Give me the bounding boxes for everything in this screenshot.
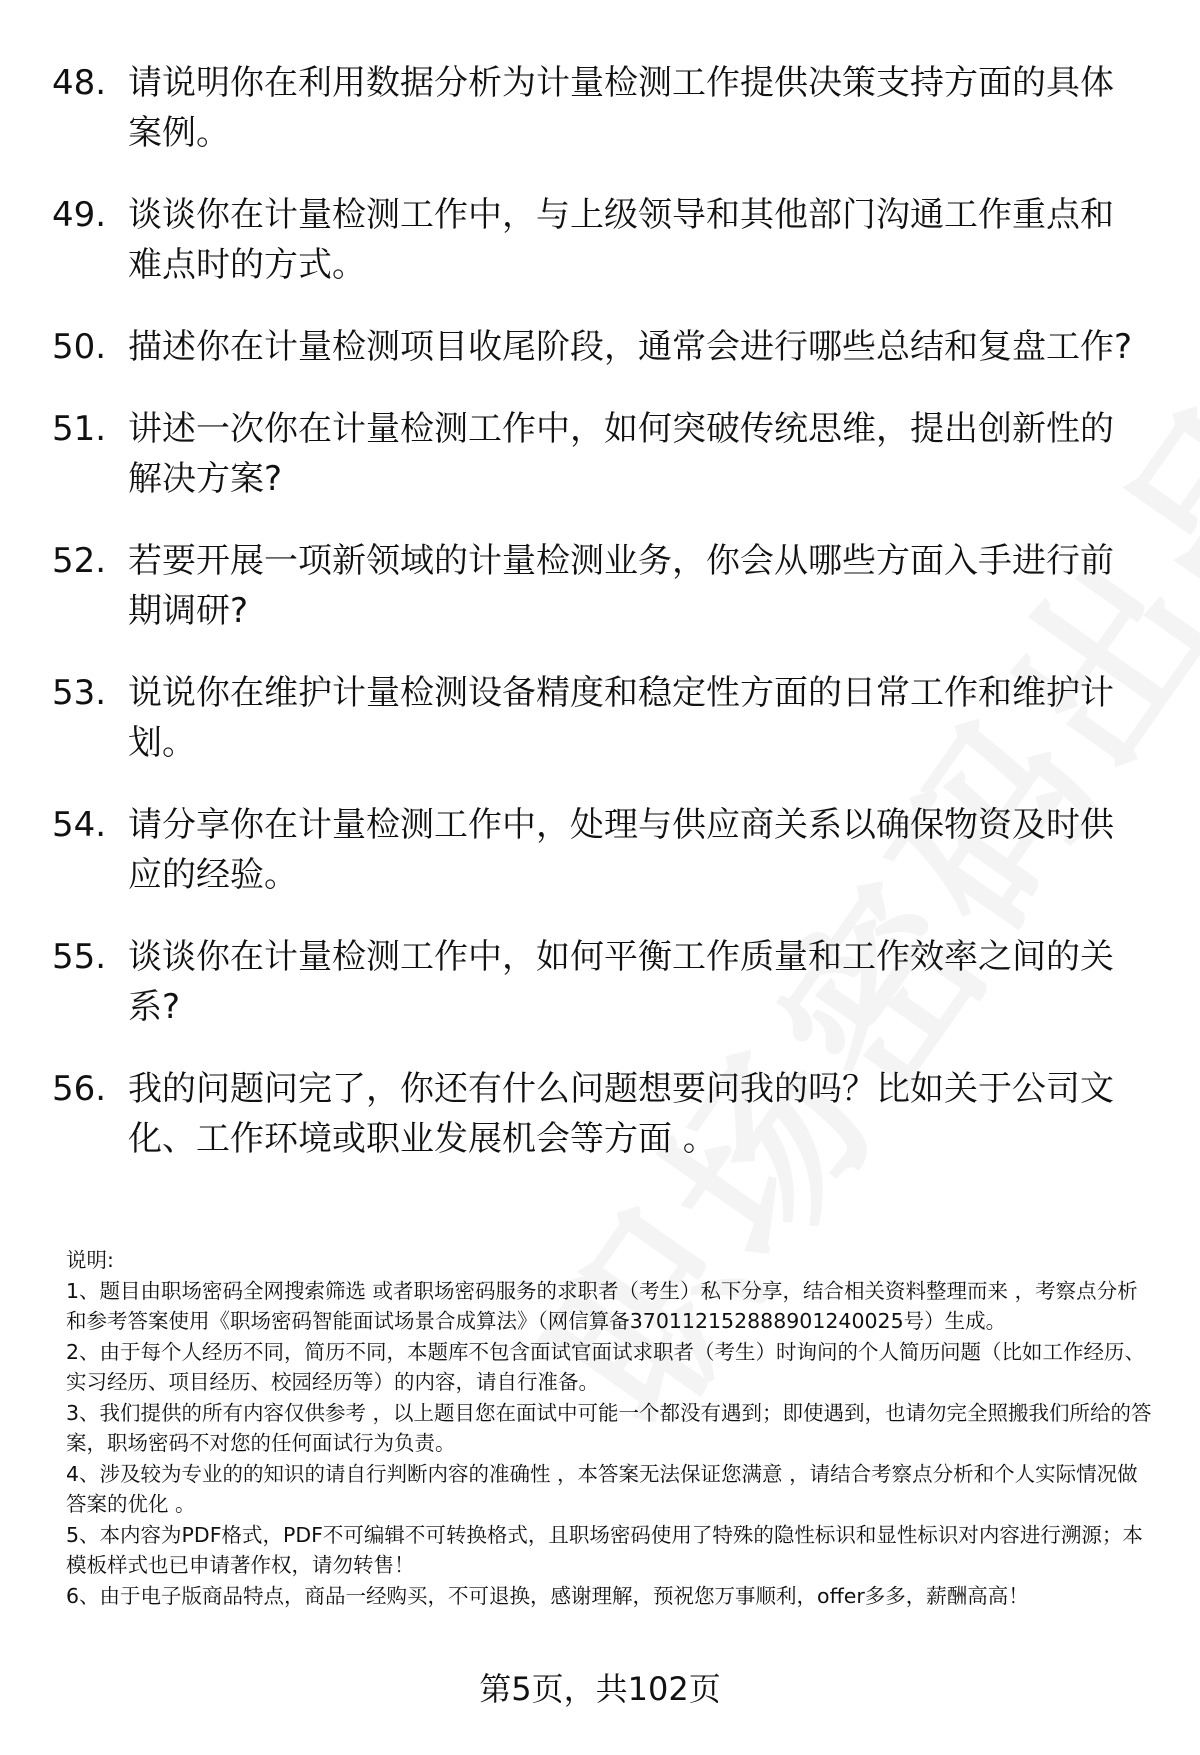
question-text: 谈谈你在计量检测工作中，如何平衡工作质量和工作效率之间的关系? xyxy=(128,937,1114,1027)
note-item-4: 4、涉及较为专业的的知识的请自行判断内容的准确性 ，本答案无法保证您满意 ，请结合考察点分析和个人实际情况做答案的优化 。 xyxy=(66,1461,1138,1516)
question-number: 49. xyxy=(52,195,107,235)
notes-section xyxy=(66,1245,1156,1611)
question-item-52 xyxy=(52,536,1152,636)
question-item-55 xyxy=(52,932,1152,1032)
question-number: 56. xyxy=(52,1069,107,1109)
question-text: 描述你在计量检测项目收尾阶段，通常会进行哪些总结和复盘工作? xyxy=(128,327,1133,367)
question-text: 请分享你在计量检测工作中，处理与供应商关系以确保物资及时供应的经验。 xyxy=(128,805,1114,895)
question-item-54 xyxy=(52,800,1152,900)
page-footer: 第5页，共102页 xyxy=(479,1670,721,1708)
note-item-5: 5、本内容为PDF格式，PDF不可编辑不可转换格式，且职场密码使用了特殊的隐性标识和显性标识对内容进行溯源；本模板样式也已申请著作权，请勿转售！ xyxy=(66,1522,1143,1577)
question-number: 48. xyxy=(52,63,107,103)
question-item-48 xyxy=(52,58,1152,158)
note-item-2: 2、由于每个人经历不同，简历不同，本题库不包含面试官面试求职者（考生）时询问的个人简历问题（比如工作经历、实习经历、项目经历、校园经历等）的内容，请自行准备。 xyxy=(66,1339,1146,1394)
question-number: 52. xyxy=(52,541,107,581)
question-item-53 xyxy=(52,668,1152,768)
question-item-49 xyxy=(52,190,1152,290)
note-item-1: 1、题目由职场密码全网搜索筛选 或者职场密码服务的求职者（考生）私下分享，结合相关资料整理而来 ，考察点分析和参考答案使用《职场密码智能面试场景合成算法》（网信算备370112152888901240025号）生成。 xyxy=(66,1278,1138,1333)
question-number: 53. xyxy=(52,673,107,713)
question-text: 若要开展一项新领域的计量检测业务，你会从哪些方面入手进行前期调研? xyxy=(128,541,1114,631)
note-item-3: 3、我们提供的所有内容仅供参考 ，以上题目您在面试中可能一个都没有遇到；即使遇到，也请勿完全照搬我们所给的答案，职场密码不对您的任何面试行为负责。 xyxy=(66,1400,1152,1455)
question-text: 我的问题问完了，你还有什么问题想要问我的吗？比如关于公司文化、工作环境或职业发展机会等方面 。 xyxy=(128,1069,1114,1159)
question-text: 讲述一次你在计量检测工作中，如何突破传统思维，提出创新性的解决方案? xyxy=(128,409,1114,499)
question-item-50 xyxy=(52,322,1152,372)
question-text: 谈谈你在计量检测工作中，与上级领导和其他部门沟通工作重点和难点时的方式。 xyxy=(128,195,1114,285)
note-item-6: 6、由于电子版商品特点，商品一经购买，不可退换，感谢理解，预祝您万事顺利，offer多多，薪酬高高！ xyxy=(66,1583,1029,1608)
question-text: 请说明你在利用数据分析为计量检测工作提供决策支持方面的具体案例。 xyxy=(128,63,1114,153)
question-number: 51. xyxy=(52,409,107,449)
question-number: 55. xyxy=(52,937,107,977)
question-item-51 xyxy=(52,404,1152,504)
question-item-56 xyxy=(52,1064,1152,1164)
notes-title: 说明: xyxy=(66,1248,114,1272)
question-list xyxy=(52,58,1152,1196)
question-number: 50. xyxy=(52,327,107,367)
question-number: 54. xyxy=(52,805,107,845)
question-text: 说说你在维护计量检测设备精度和稳定性方面的日常工作和维护计划。 xyxy=(128,673,1114,763)
